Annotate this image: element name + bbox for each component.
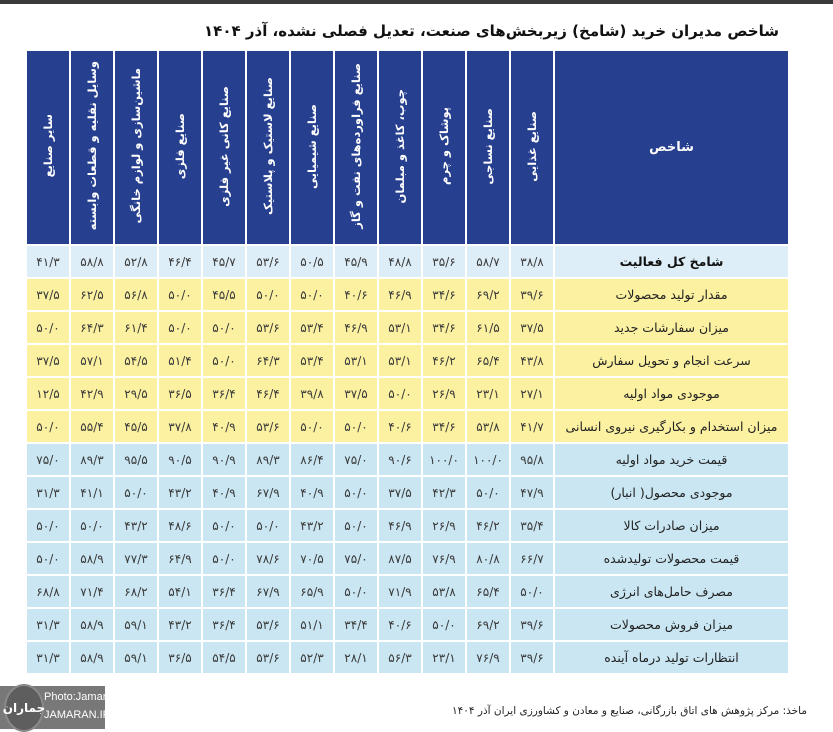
row-label: شامخ کل فعالیت bbox=[555, 246, 788, 277]
watermark-credit: Photo:Jamaran bbox=[44, 691, 119, 703]
value-cell: ۴۵/۷ bbox=[203, 246, 245, 277]
row-label: میزان سفارشات جدید bbox=[555, 312, 788, 343]
value-cell: ۵۰/۰ bbox=[247, 279, 289, 310]
value-cell: ۹۰/۹ bbox=[203, 444, 245, 475]
value-cell: ۳۶/۴ bbox=[203, 576, 245, 607]
value-cell: ۸۷/۵ bbox=[379, 543, 421, 574]
value-cell: ۵۳/۶ bbox=[247, 312, 289, 343]
column-header-label: وسایل نقلیه و قطعات وابسته bbox=[84, 61, 99, 231]
value-cell: ۶۹/۲ bbox=[467, 279, 509, 310]
value-cell: ۱۰۰/۰ bbox=[467, 444, 509, 475]
value-cell: ۴۸/۶ bbox=[159, 510, 201, 541]
value-cell: ۶۵/۴ bbox=[467, 345, 509, 376]
value-cell: ۵۰/۰ bbox=[247, 510, 289, 541]
value-cell: ۲۹/۵ bbox=[115, 378, 157, 409]
row-label: موجودی مواد اولیه bbox=[555, 378, 788, 409]
value-cell: ۳۶/۵ bbox=[159, 378, 201, 409]
column-header bbox=[291, 51, 333, 244]
value-cell: ۹۵/۵ bbox=[115, 444, 157, 475]
value-cell: ۷۱/۴ bbox=[71, 576, 113, 607]
column-header-label: صنایع کانی غیر فلزی bbox=[216, 85, 231, 207]
table-row bbox=[27, 609, 788, 640]
value-cell: ۵۳/۶ bbox=[247, 642, 289, 673]
value-cell: ۸۰/۸ bbox=[467, 543, 509, 574]
value-cell: ۴۵/۵ bbox=[203, 279, 245, 310]
value-cell: ۵۸/۸ bbox=[71, 246, 113, 277]
value-cell: ۵۳/۴ bbox=[291, 345, 333, 376]
table-row bbox=[27, 510, 788, 541]
value-cell: ۳۷/۸ bbox=[159, 411, 201, 442]
value-cell: ۵۴/۵ bbox=[203, 642, 245, 673]
jamaran-logo-icon: جماران bbox=[4, 684, 44, 732]
value-cell: ۴۱/۳ bbox=[27, 246, 69, 277]
table-row bbox=[27, 477, 788, 508]
value-cell: ۴۶/۹ bbox=[379, 510, 421, 541]
value-cell: ۳۵/۴ bbox=[511, 510, 553, 541]
value-cell: ۴۳/۸ bbox=[511, 345, 553, 376]
value-cell: ۹۰/۶ bbox=[379, 444, 421, 475]
value-cell: ۴۱/۷ bbox=[511, 411, 553, 442]
value-cell: ۶۸/۸ bbox=[27, 576, 69, 607]
value-cell: ۵۰/۰ bbox=[379, 378, 421, 409]
column-header bbox=[379, 51, 421, 244]
value-cell: ۵۴/۵ bbox=[115, 345, 157, 376]
value-cell: ۳۴/۴ bbox=[335, 609, 377, 640]
value-cell: ۳۷/۵ bbox=[335, 378, 377, 409]
value-cell: ۷۷/۳ bbox=[115, 543, 157, 574]
value-cell: ۶۵/۴ bbox=[467, 576, 509, 607]
page-title bbox=[0, 22, 833, 40]
column-header-label: صنایع شیمیایی bbox=[304, 103, 319, 189]
value-cell: ۵۸/۹ bbox=[71, 609, 113, 640]
column-header bbox=[71, 51, 113, 244]
value-cell: ۳۹/۶ bbox=[511, 609, 553, 640]
column-header-label: صنایع نساجی bbox=[480, 107, 495, 185]
value-cell: ۳۹/۶ bbox=[511, 642, 553, 673]
column-header bbox=[335, 51, 377, 244]
table-row bbox=[27, 246, 788, 277]
value-cell: ۵۳/۶ bbox=[247, 246, 289, 277]
value-cell: ۴۶/۲ bbox=[467, 510, 509, 541]
column-header bbox=[203, 51, 245, 244]
value-cell: ۴۱/۱ bbox=[71, 477, 113, 508]
value-cell: ۶۱/۴ bbox=[115, 312, 157, 343]
column-header-label: چوب، کاغذ و مبلمان bbox=[392, 88, 407, 204]
value-cell: ۵۰/۰ bbox=[203, 543, 245, 574]
value-cell: ۵۳/۸ bbox=[423, 576, 465, 607]
value-cell: ۵۰/۰ bbox=[335, 576, 377, 607]
value-cell: ۵۰/۰ bbox=[467, 477, 509, 508]
column-header bbox=[247, 51, 289, 244]
watermark bbox=[0, 686, 119, 729]
value-cell: ۴۶/۴ bbox=[247, 378, 289, 409]
value-cell: ۳۱/۳ bbox=[27, 642, 69, 673]
table-row bbox=[27, 312, 788, 343]
value-cell: ۵۰/۰ bbox=[27, 411, 69, 442]
watermark-site: JAMARAN.IR bbox=[44, 709, 111, 721]
value-cell: ۳۴/۶ bbox=[423, 279, 465, 310]
value-cell: ۲۳/۱ bbox=[467, 378, 509, 409]
column-header bbox=[423, 51, 465, 244]
value-cell: ۴۰/۶ bbox=[379, 411, 421, 442]
value-cell: ۲۷/۱ bbox=[511, 378, 553, 409]
value-cell: ۳۶/۴ bbox=[203, 609, 245, 640]
value-cell: ۵۸/۹ bbox=[71, 642, 113, 673]
value-cell: ۵۰/۰ bbox=[203, 345, 245, 376]
value-cell: ۵۳/۸ bbox=[467, 411, 509, 442]
value-cell: ۵۴/۱ bbox=[159, 576, 201, 607]
row-label: موجودی محصول( انبار) bbox=[555, 477, 788, 508]
value-cell: ۵۱/۴ bbox=[159, 345, 201, 376]
value-cell: ۴۶/۲ bbox=[423, 345, 465, 376]
row-label: میزان صادرات کالا bbox=[555, 510, 788, 541]
value-cell: ۵۲/۳ bbox=[291, 642, 333, 673]
source-note: ماخذ: مرکز پژوهش های اتاق بازرگانی، صنایع و معادن و کشاورزی ایران آذر ۱۴۰۴ bbox=[451, 705, 807, 717]
title-text: شاخص مدیران خرید (شامخ) زیربخش‌های صنعت، تعدیل فصلی نشده، آذر ۱۴۰۴ bbox=[204, 22, 779, 40]
value-cell: ۶۸/۲ bbox=[115, 576, 157, 607]
value-cell: ۵۰/۰ bbox=[335, 510, 377, 541]
value-cell: ۵۳/۱ bbox=[379, 345, 421, 376]
value-cell: ۴۰/۹ bbox=[291, 477, 333, 508]
row-label: سرعت انجام و تحویل سفارش bbox=[555, 345, 788, 376]
value-cell: ۵۰/۰ bbox=[115, 477, 157, 508]
value-cell: ۵۰/۰ bbox=[27, 510, 69, 541]
value-cell: ۴۲/۹ bbox=[71, 378, 113, 409]
value-cell: ۵۰/۰ bbox=[27, 543, 69, 574]
value-cell: ۶۲/۵ bbox=[71, 279, 113, 310]
value-cell: ۳۴/۶ bbox=[423, 312, 465, 343]
value-cell: ۳۹/۶ bbox=[511, 279, 553, 310]
value-cell: ۵۰/۰ bbox=[335, 411, 377, 442]
table-row bbox=[27, 543, 788, 574]
column-header bbox=[115, 51, 157, 244]
value-cell: ۱۲/۵ bbox=[27, 378, 69, 409]
value-cell: ۵۹/۱ bbox=[115, 642, 157, 673]
value-cell: ۷۰/۵ bbox=[291, 543, 333, 574]
row-label: قیمت محصولات تولیدشده bbox=[555, 543, 788, 574]
value-cell: ۳۷/۵ bbox=[27, 345, 69, 376]
value-cell: ۴۳/۲ bbox=[159, 609, 201, 640]
pmi-table bbox=[25, 49, 790, 675]
value-cell: ۴۵/۵ bbox=[115, 411, 157, 442]
value-cell: ۵۸/۷ bbox=[467, 246, 509, 277]
value-cell: ۵۳/۶ bbox=[247, 609, 289, 640]
table-row bbox=[27, 378, 788, 409]
value-cell: ۲۶/۹ bbox=[423, 510, 465, 541]
value-cell: ۴۳/۲ bbox=[115, 510, 157, 541]
value-cell: ۵۶/۸ bbox=[115, 279, 157, 310]
table-row bbox=[27, 345, 788, 376]
column-header bbox=[511, 51, 553, 244]
value-cell: ۵۰/۰ bbox=[291, 279, 333, 310]
value-cell: ۸۹/۳ bbox=[247, 444, 289, 475]
value-cell: ۵۳/۱ bbox=[379, 312, 421, 343]
row-label: میزان استخدام و بکارگیری نیروی انسانی bbox=[555, 411, 788, 442]
table-body bbox=[27, 246, 788, 673]
value-cell: ۵۶/۳ bbox=[379, 642, 421, 673]
value-cell: ۵۰/۰ bbox=[203, 312, 245, 343]
table-header-row bbox=[27, 51, 788, 244]
value-cell: ۵۰/۰ bbox=[203, 510, 245, 541]
value-cell: ۳۷/۵ bbox=[379, 477, 421, 508]
value-cell: ۶۷/۹ bbox=[247, 576, 289, 607]
value-cell: ۶۴/۳ bbox=[71, 312, 113, 343]
value-cell: ۶۴/۹ bbox=[159, 543, 201, 574]
value-cell: ۵۱/۱ bbox=[291, 609, 333, 640]
value-cell: ۵۳/۴ bbox=[291, 312, 333, 343]
value-cell: ۵۸/۹ bbox=[71, 543, 113, 574]
value-cell: ۴۵/۹ bbox=[335, 246, 377, 277]
value-cell: ۷۵/۰ bbox=[27, 444, 69, 475]
value-cell: ۵۵/۴ bbox=[71, 411, 113, 442]
value-cell: ۳۷/۵ bbox=[511, 312, 553, 343]
table-row bbox=[27, 576, 788, 607]
value-cell: ۵۹/۱ bbox=[115, 609, 157, 640]
row-label: مقدار تولید محصولات bbox=[555, 279, 788, 310]
value-cell: ۵۰/۰ bbox=[27, 312, 69, 343]
value-cell: ۴۶/۴ bbox=[159, 246, 201, 277]
value-cell: ۹۵/۸ bbox=[511, 444, 553, 475]
column-header bbox=[467, 51, 509, 244]
value-cell: ۹۰/۵ bbox=[159, 444, 201, 475]
value-cell: ۶۶/۷ bbox=[511, 543, 553, 574]
value-cell: ۳۱/۳ bbox=[27, 609, 69, 640]
value-cell: ۲۸/۱ bbox=[335, 642, 377, 673]
value-cell: ۴۲/۳ bbox=[423, 477, 465, 508]
value-cell: ۴۰/۶ bbox=[379, 609, 421, 640]
column-header bbox=[27, 51, 69, 244]
row-label: قیمت خرید مواد اولیه bbox=[555, 444, 788, 475]
top-border bbox=[0, 0, 833, 4]
value-cell: ۳۹/۸ bbox=[291, 378, 333, 409]
value-cell: ۴۰/۶ bbox=[335, 279, 377, 310]
value-cell: ۳۶/۵ bbox=[159, 642, 201, 673]
value-cell: ۵۰/۰ bbox=[423, 609, 465, 640]
value-cell: ۴۶/۹ bbox=[379, 279, 421, 310]
value-cell: ۷۵/۰ bbox=[335, 444, 377, 475]
column-header-label: صنایع لاستیک و پلاستیک bbox=[260, 76, 275, 216]
value-cell: ۴۳/۲ bbox=[291, 510, 333, 541]
value-cell: ۵۲/۸ bbox=[115, 246, 157, 277]
value-cell: ۶۴/۳ bbox=[247, 345, 289, 376]
column-header-label: صنایع فراورده‌های نفت و گاز bbox=[348, 63, 363, 229]
column-header-label: صنایع فلزی bbox=[172, 112, 187, 180]
column-header-indicator: شاخص bbox=[555, 51, 788, 244]
value-cell: ۶۹/۲ bbox=[467, 609, 509, 640]
value-cell: ۵۳/۱ bbox=[335, 345, 377, 376]
column-header-label: صنایع غذایی bbox=[524, 110, 539, 182]
value-cell: ۶۵/۹ bbox=[291, 576, 333, 607]
value-cell: ۶۷/۹ bbox=[247, 477, 289, 508]
value-cell: ۴۰/۹ bbox=[203, 477, 245, 508]
value-cell: ۴۷/۹ bbox=[511, 477, 553, 508]
value-cell: ۲۶/۹ bbox=[423, 378, 465, 409]
table-row bbox=[27, 411, 788, 442]
column-header-label: پوشاک و چرم bbox=[436, 107, 451, 185]
table-row bbox=[27, 279, 788, 310]
value-cell: ۴۶/۹ bbox=[335, 312, 377, 343]
value-cell: ۷۶/۹ bbox=[423, 543, 465, 574]
value-cell: ۳۸/۸ bbox=[511, 246, 553, 277]
value-cell: ۵۰/۰ bbox=[511, 576, 553, 607]
value-cell: ۲۳/۱ bbox=[423, 642, 465, 673]
value-cell: ۵۰/۰ bbox=[159, 279, 201, 310]
value-cell: ۴۳/۲ bbox=[159, 477, 201, 508]
value-cell: ۳۵/۶ bbox=[423, 246, 465, 277]
value-cell: ۴۸/۸ bbox=[379, 246, 421, 277]
value-cell: ۵۰/۰ bbox=[335, 477, 377, 508]
value-cell: ۳۷/۵ bbox=[27, 279, 69, 310]
row-label: مصرف حامل‌های انرژی bbox=[555, 576, 788, 607]
value-cell: ۴۰/۹ bbox=[203, 411, 245, 442]
value-cell: ۶۱/۵ bbox=[467, 312, 509, 343]
value-cell: ۸۶/۴ bbox=[291, 444, 333, 475]
value-cell: ۷۸/۶ bbox=[247, 543, 289, 574]
row-label: میزان فروش محصولات bbox=[555, 609, 788, 640]
value-cell: ۳۴/۶ bbox=[423, 411, 465, 442]
value-cell: ۵۰/۰ bbox=[291, 411, 333, 442]
table-row bbox=[27, 642, 788, 673]
value-cell: ۸۹/۳ bbox=[71, 444, 113, 475]
row-label: انتظارات تولید درماه آینده bbox=[555, 642, 788, 673]
value-cell: ۳۶/۴ bbox=[203, 378, 245, 409]
column-header-label: ماشین‌سازی و لوازم خانگی bbox=[128, 68, 143, 224]
value-cell: ۵۰/۰ bbox=[159, 312, 201, 343]
value-cell: ۷۱/۹ bbox=[379, 576, 421, 607]
column-header bbox=[159, 51, 201, 244]
value-cell: ۳۱/۳ bbox=[27, 477, 69, 508]
value-cell: ۵۳/۶ bbox=[247, 411, 289, 442]
value-cell: ۱۰۰/۰ bbox=[423, 444, 465, 475]
value-cell: ۵۷/۱ bbox=[71, 345, 113, 376]
value-cell: ۵۰/۰ bbox=[71, 510, 113, 541]
value-cell: ۷۶/۹ bbox=[467, 642, 509, 673]
table-row bbox=[27, 444, 788, 475]
value-cell: ۷۵/۰ bbox=[335, 543, 377, 574]
value-cell: ۵۰/۵ bbox=[291, 246, 333, 277]
column-header-label: سایر صنایع bbox=[40, 114, 55, 178]
